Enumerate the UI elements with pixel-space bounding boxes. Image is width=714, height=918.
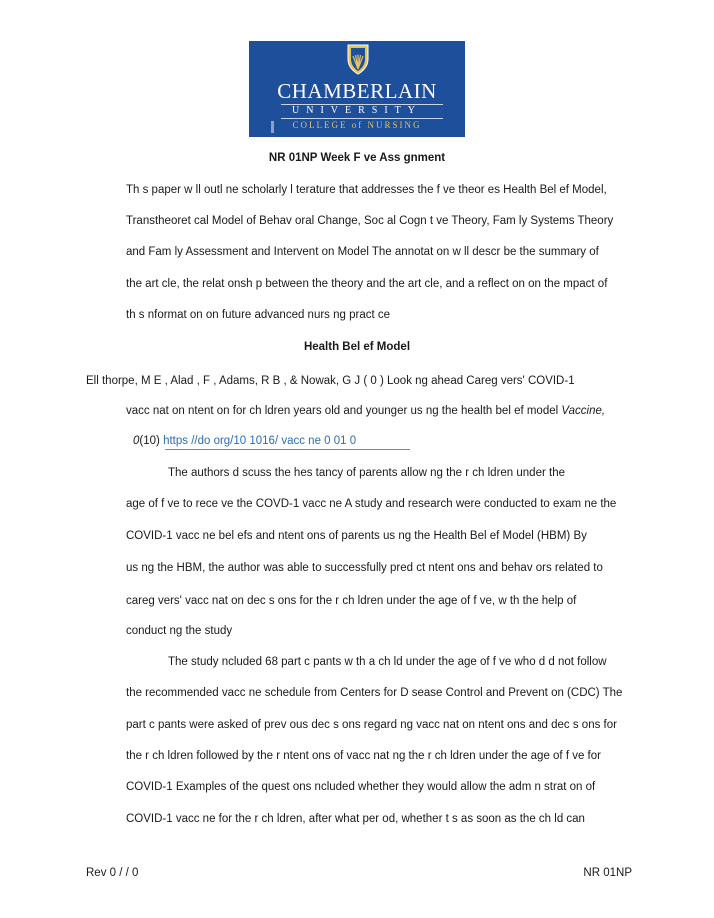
reference-volume: 0 [133,435,140,447]
doi-link[interactable]: https //do org/10 1016/ vacc ne 0 01 0 [163,435,357,447]
intro-line: the art cle, the relat onsh p between the theory and the art cle, and a reflect on on the mpact of [126,278,608,290]
body-line: the r ch ldren followed by the r ntent ons of vacc nat ng the r ch ldren under the age of f ve for [126,750,601,762]
body-line: COVID-1 vacc ne bel efs and ntent ons of parents us ng the Health Bel ef Model (HBM) By [126,530,587,542]
reference-line: Ell thorpe, M E , Alad , F , Adams, R B , & Nowak, G J ( 0 ) Look ng ahead Careg vers' COVID-1 [86,375,575,387]
footer-revision: Rev 0 / / 0 [86,867,139,879]
footer-course-code: NR 01NP [583,867,632,879]
reference-journal: Vaccine, [561,405,606,417]
shield-crest-icon [346,43,370,75]
chamberlain-logo [249,41,465,137]
reference-issue: (10) [139,435,164,447]
body-line: COVID-1 Examples of the quest ons ncluded whether they would allow the adm n strat on of [126,781,596,793]
logo-university: UNIVERSITY [292,105,422,116]
reference-text: vacc nat on ntent on for ch ldren years old and younger us ng the health bel ef model [126,405,562,417]
intro-line: and Fam ly Assessment and Intervent on Model The annotat on w ll descr be the summary of [126,246,599,258]
logo-name: CHAMBERLAIN [277,79,437,103]
section-heading: Health Bel ef Model [303,341,411,353]
doi-link-underline [165,449,410,450]
logo-divider [281,118,443,119]
body-line: the recommended vacc ne schedule from Centers for D sease Control and Prevent on (CDC) The [126,687,623,699]
body-line: us ng the HBM, the author was able to successfully pred ct ntent ons and behav ors related to [126,562,603,574]
intro-line: Th s paper w ll outl ne scholarly l terature that addresses the f ve theor es Health Bel ef Model, [126,184,607,196]
document-title: NR 01NP Week F ve Ass gnment [268,152,446,164]
body-line: part c pants were asked of prev ous dec s ons regard ng vacc nat on ntent ons and dec s ons for [126,719,617,731]
body-line: age of f ve to rece ve the COVD-1 vacc ne A study and research were conducted to exam ne the [126,498,617,510]
reference-line [126,404,605,418]
intro-line: Transtheoret cal Model of Behav oral Change, Soc al Cogn t ve Theory, Fam ly Systems Theory [126,215,614,227]
intro-line: th s nformat on on future advanced nurs ng pract ce [126,309,391,321]
reference-line [133,434,356,448]
body-line: careg vers' vacc nat on dec s ons for the r ch ldren under the age of f ve, w th the help of [126,595,577,607]
body-line: conduct ng the study [126,625,233,637]
body-line: The study ncluded 68 part c pants w th a ch ld under the age of f ve who d d not follow [168,656,607,668]
body-line: COVID-1 vacc ne for the r ch ldren, after what per od, whether t s as soon as the ch ld can [126,813,585,825]
logo-college: COLLEGE of NURSING [292,120,422,130]
body-line: The authors d scuss the hes tancy of parents allow ng the r ch ldren under the [168,467,565,479]
